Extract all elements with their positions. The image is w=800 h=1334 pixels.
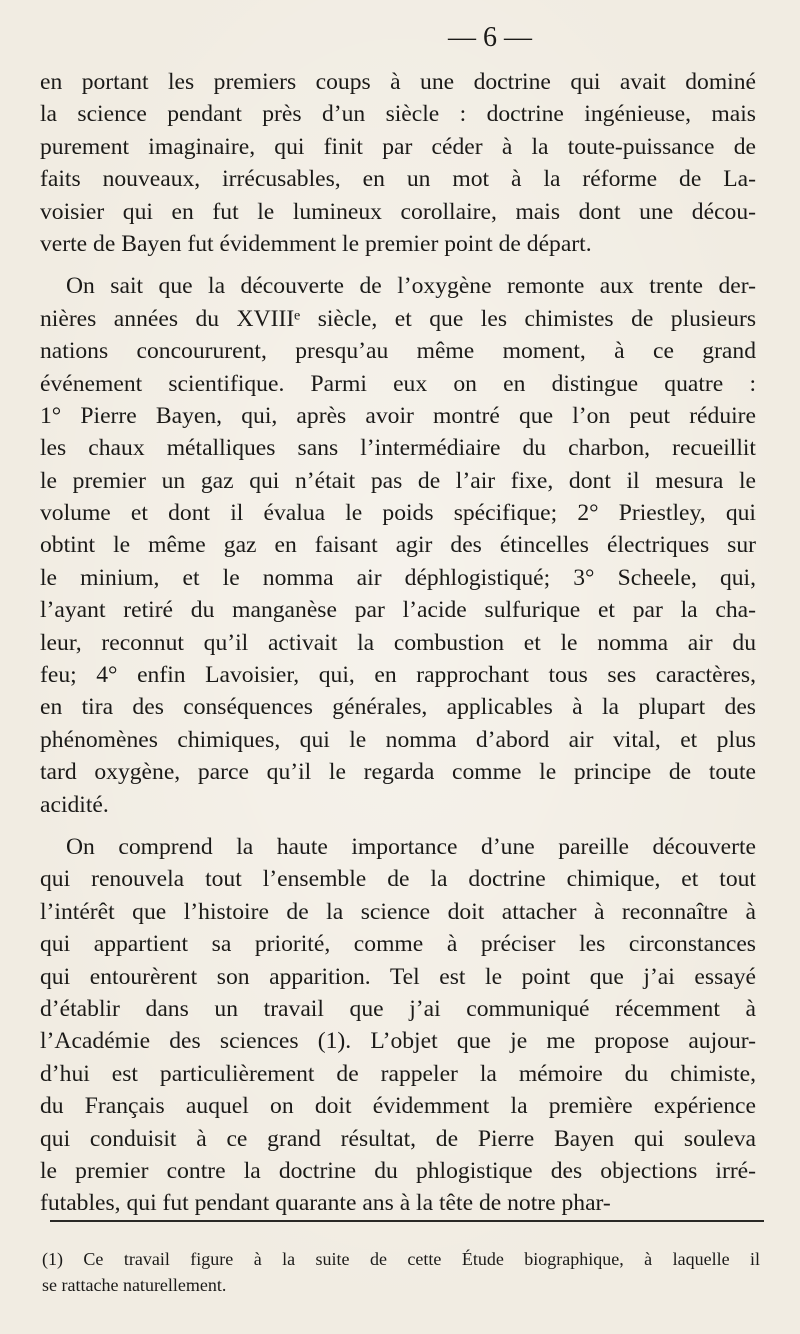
footnote-line: (1) Ce travail figure à la suite de cette Étude biographique, à laquelle il bbox=[42, 1249, 760, 1269]
text-line: nations concoururent, presqu’au même moment, à ce grand bbox=[40, 338, 756, 365]
text-line: en tira des conséquences générales, applicables à la plupart des bbox=[40, 694, 756, 721]
text-line: futables, qui fut pendant quarante ans à la tête de notre phar- bbox=[40, 1190, 611, 1217]
text-line: d’établir dans un travail que j’ai communiqué récemment à bbox=[40, 995, 756, 1022]
footnote bbox=[42, 1246, 760, 1298]
text-line: verte de Bayen fut évidemment le premier point de départ. bbox=[40, 230, 592, 257]
text-line: du Français auquel on doit évidemment la première expérience bbox=[40, 1093, 756, 1120]
text-line: qui conduisit à ce grand résultat, de Pierre Bayen qui souleva bbox=[40, 1125, 756, 1152]
text-line: l’ayant retiré du manganèse par l’acide sulfurique et par la cha- bbox=[40, 597, 756, 624]
text-line: acidité. bbox=[40, 791, 109, 818]
text-line: On comprend la haute importance d’une pareille découverte bbox=[66, 833, 756, 860]
text-line: leur, reconnut qu’il activait la combustion et le nomma air du bbox=[40, 629, 756, 656]
text-line: phénomènes chimiques, qui le nomma d’abord air vital, et plus bbox=[40, 726, 756, 753]
paragraph-gap bbox=[40, 821, 756, 831]
text-line: feu; 4° enfin Lavoisier, qui, en rapprochant tous ses caractères, bbox=[40, 662, 756, 689]
text-line: qui renouvela tout l’ensemble de la doctrine chimique, et tout bbox=[40, 866, 756, 893]
body-text bbox=[40, 66, 756, 1220]
text-line: événement scientifique. Parmi eux on en distingue quatre : bbox=[40, 370, 756, 397]
text-line: purement imaginaire, qui finit par céder à la toute-puissance de bbox=[40, 133, 756, 160]
text-line: volume et dont il évalua le poids spécifique; 2° Priestley, qui bbox=[40, 500, 756, 527]
text-line: en portant les premiers coups à une doctrine qui avait dominé bbox=[40, 69, 756, 95]
text-line: le premier contre la doctrine du phlogistique des objections irré- bbox=[40, 1157, 756, 1184]
text-line: faits nouveaux, irrécusables, en un mot à la réforme de La- bbox=[40, 166, 756, 193]
footnote-line: se rattache naturellement. bbox=[42, 1275, 227, 1295]
paragraph bbox=[40, 831, 756, 1220]
paragraph bbox=[40, 270, 756, 821]
text-line: le premier un gaz qui n’était pas de l’air fixe, dont il mesura le bbox=[40, 467, 756, 494]
text-line: tard oxygène, parce qu’il le regarda comme le principe de toute bbox=[40, 759, 756, 786]
paragraph-gap bbox=[40, 260, 756, 270]
text-line: qui appartient sa priorité, comme à préciser les circonstances bbox=[40, 931, 756, 958]
text-line: 1° Pierre Bayen, qui, après avoir montré que l’on peut réduire bbox=[40, 402, 756, 429]
text-line: les chaux métalliques sans l’intermédiaire du charbon, recueillit bbox=[40, 435, 756, 462]
paragraph bbox=[40, 66, 756, 260]
text-line: nières années du XVIIIᵉ siècle, et que les chimistes de plusieurs bbox=[40, 305, 756, 332]
text-line: d’hui est particulièrement de rappeler la mémoire du chimiste, bbox=[40, 1060, 756, 1087]
text-line: obtint le même gaz en faisant agir des étincelles électriques sur bbox=[40, 532, 756, 559]
text-line: l’intérêt que l’histoire de la science doit attacher à reconnaître à bbox=[40, 898, 756, 925]
text-line: On sait que la découverte de l’oxygène remonte aux trente der- bbox=[66, 273, 756, 300]
text-line: la science pendant près d’un siècle : doctrine ingénieuse, mais bbox=[40, 101, 756, 128]
text-line: l’Académie des sciences (1). L’objet que je me propose aujour- bbox=[40, 1028, 756, 1055]
text-line: qui entourèrent son apparition. Tel est le point que j’ai essayé bbox=[40, 963, 756, 990]
footnote-divider bbox=[50, 1220, 764, 1222]
page-number: — 6 — bbox=[448, 22, 532, 53]
text-line: voisier qui en fut le lumineux corollaire, mais dont une décou- bbox=[40, 198, 756, 225]
text-line: le minium, et le nomma air déphlogistiqué; 3° Scheele, qui, bbox=[40, 564, 756, 591]
